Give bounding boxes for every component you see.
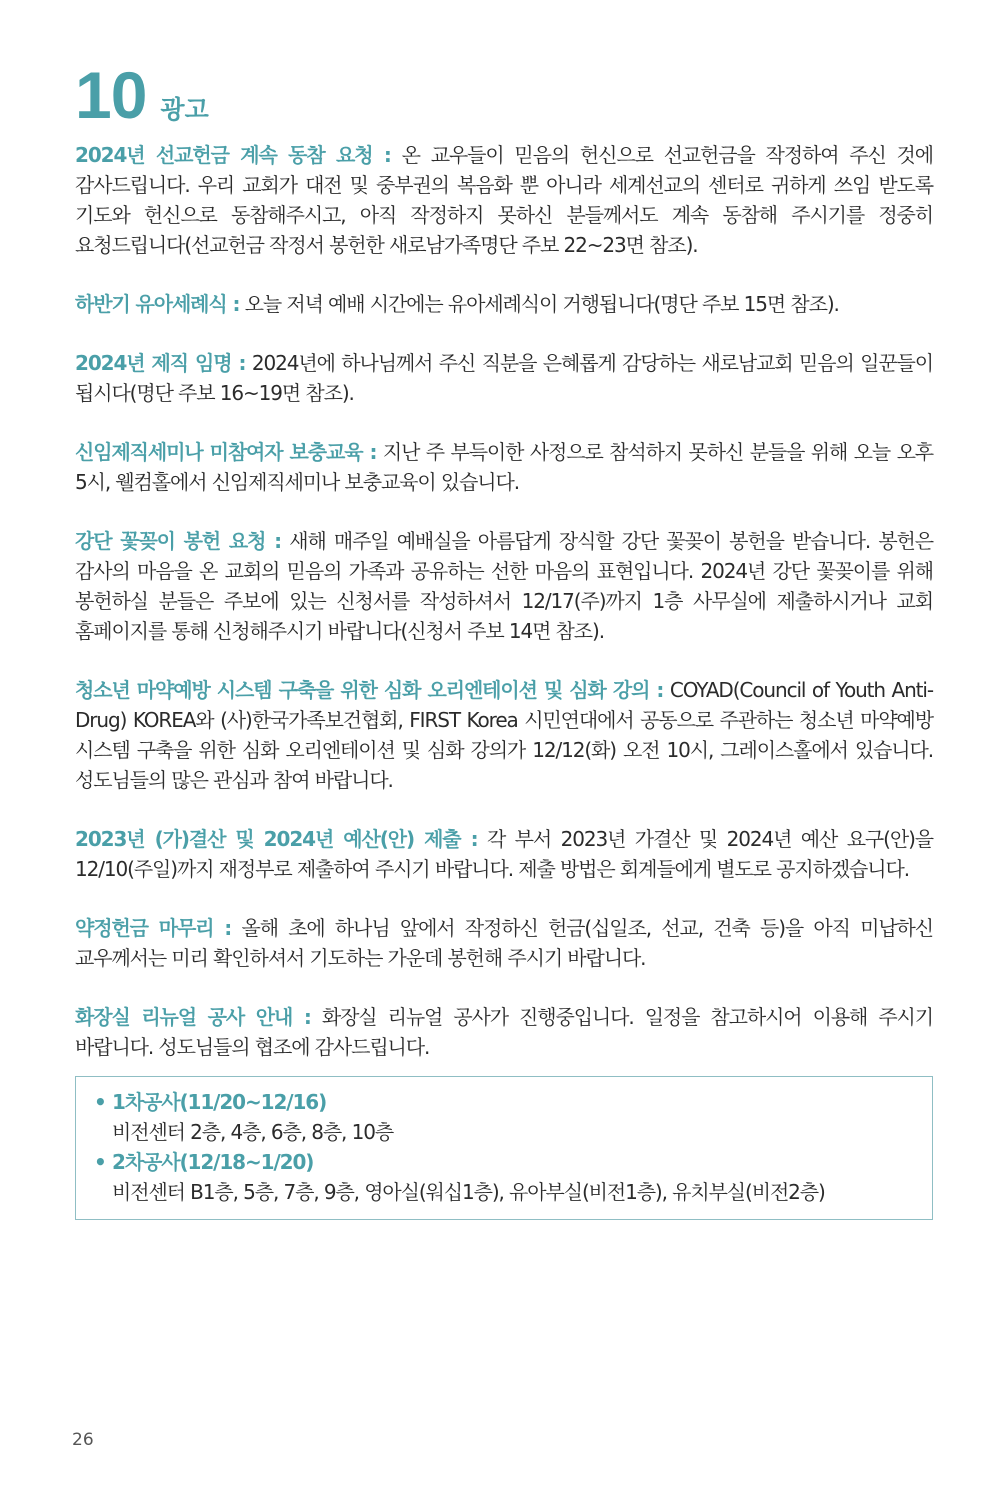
renovation-phase-2-detail: 비전센터 B1층, 5층, 7층, 9층, 영아실(워십1층), 유아부실(비전1층), 유치부실(비전2층) — [112, 1180, 825, 1204]
announcement-title: 2024년 제직 임명 : — [75, 351, 246, 375]
announcement-body: 지난 주 부득이한 사정으로 참석하지 못하신 분들을 위해 오늘 오후 5시, 웰컴홀에서 신임제직세미나 보충교육이 있습니다. — [75, 440, 934, 494]
renovation-phase-2-label: • 2차공사(12/18~1/20) — [94, 1147, 914, 1177]
announcement-budget-submission — [75, 824, 933, 884]
announcement-title: 화장실 리뉴얼 공사 안내 : — [75, 1005, 311, 1029]
announcement-body: 오늘 저녁 예배 시간에는 유아세례식이 거행됩니다(명단 주보 15면 참조). — [239, 292, 839, 316]
page-number: 26 — [72, 1430, 94, 1450]
announcement-seminar-makeup — [75, 437, 933, 497]
announcement-drug-prevention — [75, 675, 933, 795]
announcement-restroom-renovation — [75, 1002, 933, 1062]
announcement-body: 온 교우들이 믿음의 헌신으로 선교헌금을 작정하여 주신 것에 감사드립니다. 우리 교회가 대전 및 중부권의 복음화 뿐 아니라 세계선교의 센터로 귀하게 쓰임 받도록 기도와 헌신으로 동참해주시고, 아직 작정하지 못하신 분들께서도 계속 동참해 주시기를 정중히 요청드립니다(선교헌금 작정서 봉헌한 새로남가족명단 주보 22~23면 참조). — [75, 143, 933, 257]
announcement-pledge-offering — [75, 913, 933, 973]
announcement-body: 새해 매주일 예배실을 아름답게 장식할 강단 꽃꽂이 봉헌을 받습니다. 봉헌은 감사의 마음을 온 교회의 믿음의 가족과 공유하는 선한 마음의 표현입니다. 2024년 강단 꽃꽂이를 위해 봉헌하실 분들은 주보에 있는 신청서를 작성하셔서 12/17(주)까지 1층 사무실에 제출하시거나 교회 홈페이지를 통해 신청해주시기 바랍니다(신청서 주보 14면 참조). — [75, 529, 933, 643]
renovation-schedule-box — [75, 1076, 933, 1220]
renovation-phase-1-label: • 1차공사(11/20~12/16) — [94, 1087, 914, 1117]
section-number: 10 — [75, 58, 147, 132]
announcement-infant-baptism — [75, 289, 933, 319]
announcement-title: 신임제직세미나 미참여자 보충교육 : — [75, 440, 377, 464]
announcement-title: 강단 꽃꽂이 봉헌 요청 : — [75, 529, 282, 553]
announcement-flower-offering — [75, 526, 933, 646]
announcement-missions-offering — [75, 140, 933, 260]
section-title: 광고 — [160, 95, 209, 124]
renovation-phase-1-detail: 비전센터 2층, 4층, 6층, 8층, 10층 — [112, 1120, 394, 1144]
announcement-title: 2023년 (가)결산 및 2024년 예산(안) 제출 : — [75, 827, 478, 851]
announcement-title: 2024년 선교헌금 계속 동참 요청 : — [75, 143, 391, 167]
announcement-list — [75, 140, 933, 1220]
announcement-body: COYAD(Council of Youth Anti-Drug) KOREA와 (사)한국가족보건협회, FIRST Korea 시민연대에서 공동으로 주관하는 청소년 마약예방 시스템 구축을 위한 심화 오리엔테이션 및 심화 강의가 12/12(화) 오전 10시, 그레이스홀에서 있습니다. 성도님들의 많은 관심과 참여 바랍니다. — [75, 678, 933, 792]
bullet-icon: • — [94, 1090, 106, 1114]
announcement-title: 청소년 마약예방 시스템 구축을 위한 심화 오리엔테이션 및 심화 강의 : — [75, 678, 664, 702]
announcement-body: 올해 초에 하나님 앞에서 작정하신 헌금(십일조, 선교, 건축 등)을 아직 미납하신 교우께서는 미리 확인하셔서 기도하는 가운데 봉헌해 주시기 바랍니다. — [75, 916, 933, 970]
announcement-officer-appointment — [75, 348, 933, 408]
announcement-body: 각 부서 2023년 가결산 및 2024년 예산 요구(안)을 12/10(주일)까지 재정부로 제출하여 주시기 바랍니다. 제출 방법은 회계들에게 별도로 공지하겠습니다. — [75, 827, 934, 881]
announcement-body: 화장실 리뉴얼 공사가 진행중입니다. 일정을 참고하시어 이용해 주시기 바랍니다. 성도님들의 협조에 감사드립니다. — [75, 1005, 933, 1059]
announcement-body: 2024년에 하나님께서 주신 직분을 은혜롭게 감당하는 새로남교회 믿음의 일꾼들이 됩시다(명단 주보 16~19면 참조). — [75, 351, 933, 405]
announcement-title: 하반기 유아세례식 : — [75, 292, 240, 316]
announcement-title: 약정헌금 마무리 : — [75, 916, 232, 940]
section-header — [75, 58, 209, 132]
bullet-icon: • — [94, 1150, 106, 1174]
